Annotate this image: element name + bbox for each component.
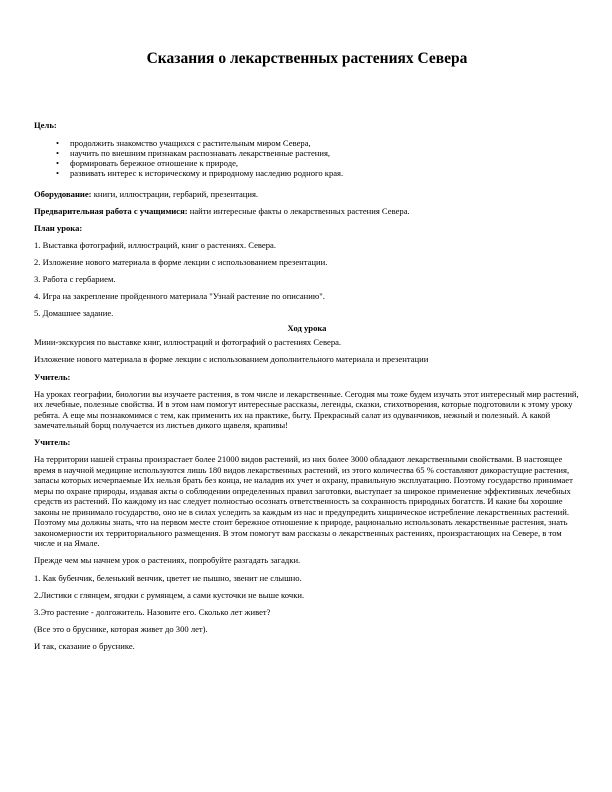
plan-item: 4. Игра на закрепление пройденного материала "Узнай растение по описанию". (34, 291, 325, 302)
goal-list (34, 138, 580, 179)
riddle-answer: (Все это о бруснике, которая живет до 300 лет). (34, 623, 208, 634)
goal-item: • продолжить знакомство учащихся с растительным миром Севера, (56, 137, 311, 148)
page-title: Сказания о лекарственных растениях Севера (146, 50, 468, 67)
teacher-label: Учитель: (34, 437, 71, 448)
goal-item: • развивать интерес к историческому и природному наследию родного края. (56, 168, 344, 179)
prep-label: Предварительная работа с учащимися: (34, 205, 188, 216)
prep-line (34, 206, 580, 217)
plan-label: План урока: (34, 222, 83, 233)
plan-item: 5. Домашнее задание. (34, 308, 114, 319)
teacher-speech: На уроках географии, биологии вы изучаете растения, в том числе и лекарственные. Сегодня мы тоже будем изучать этот интересный мир растений, их лечебные, полезные свойства. И в этом нам помогут интересные рассказы, легенды, сказки, стихотворения, которые подготовили к этому уроку ребята. А еще мы познакомимся с тем, как применить их на практике, быту. Прекрасный салат из одуванчиков, нежный и полезный. А какой замечательный борщ получается из листьев дикого щавеля, крапивы! (34, 388, 579, 431)
prep-text: найти интересные факты о лекарственных растения Севера. (187, 205, 410, 216)
teacher-label: Учитель: (34, 371, 71, 382)
plan-item: 3. Работа с гербарием. (34, 274, 116, 285)
riddle-item: 3.Это растение - долгожитель. Назовите его. Сколько лет живет? (34, 606, 271, 617)
riddles-intro: Прежде чем мы начнем урок о растениях, попробуйте разгадать загадки. (34, 555, 301, 566)
document-page (34, 50, 580, 658)
riddle-item: 1. Как бубенчик, беленький венчик, цветет не пышно, звенит не слышно. (34, 572, 302, 583)
bullet-icon: • (56, 158, 60, 169)
bullet-icon: • (56, 137, 60, 148)
equipment-text: книги, иллюстрации, гербарий, презентация. (91, 188, 259, 199)
equipment-label: Оборудование: (34, 188, 92, 199)
course-intro: Мини-экскурсия по выставке книг, иллюстраций и фотографий о растениях Севера. (34, 337, 342, 348)
bullet-icon: • (56, 147, 60, 158)
equipment-line (34, 189, 580, 200)
bullet-icon: • (56, 168, 60, 179)
plan-item: 2. Изложение нового материала в форме лекции с использованием презентации. (34, 257, 328, 268)
riddles-outro: И так, сказание о бруснике. (34, 640, 135, 651)
course-intro: Изложение нового материала в форме лекции с использованием дополнительного материала и презентации (34, 354, 429, 365)
course-heading: Ход урока (287, 322, 327, 333)
plan-item: 1. Выставка фотографий, иллюстраций, книг о растениях. Севера. (34, 239, 276, 250)
goal-item: • формировать бережное отношение к природе, (56, 158, 239, 169)
teacher-speech: На территории нашей страны произрастает более 21000 видов растений, из них более 3000 обладают лекарственными свойствами. В настоящее время в научной медицине используются лишь 180 видов лекарственных растений, из этого количества 65 % составляют дикорастущие растения, запасы которых исчерпаемые Их нельзя брать без конца, не наладив их учет и охрану, правильную эксплуатацию. Поэтому государство принимает меры по охране природы, издавая акты о соблюдении определенных правил заготовки, выступает за широкое применение эффективных лечебных средств из растений. По каждому из нас следует полностью осознать ответственность за сохранность природных богатств. И какие бы хорошие законы не принимало государство, оно не в силах уследить за каждым из нас и предупредить хищническое истребление лекарственных растений. Поэтому мы должны знать, что на первом месте стоит бережное отношение к природе, рационально использовать лекарственные растения, знать закономерности их территориального размещения. В этом помогут вам рассказы о лекарственных растениях, произрастающих на Севере, в том числе и на Ямале. (34, 454, 573, 549)
goal-item: • научить по внешним признакам распознавать лекарственные растения, (56, 147, 331, 158)
riddle-item: 2.Листики с глянцем, ягодки с румянцем, а сами кусточки не выше кочки. (34, 589, 305, 600)
goal-label: Цель: (34, 120, 57, 130)
